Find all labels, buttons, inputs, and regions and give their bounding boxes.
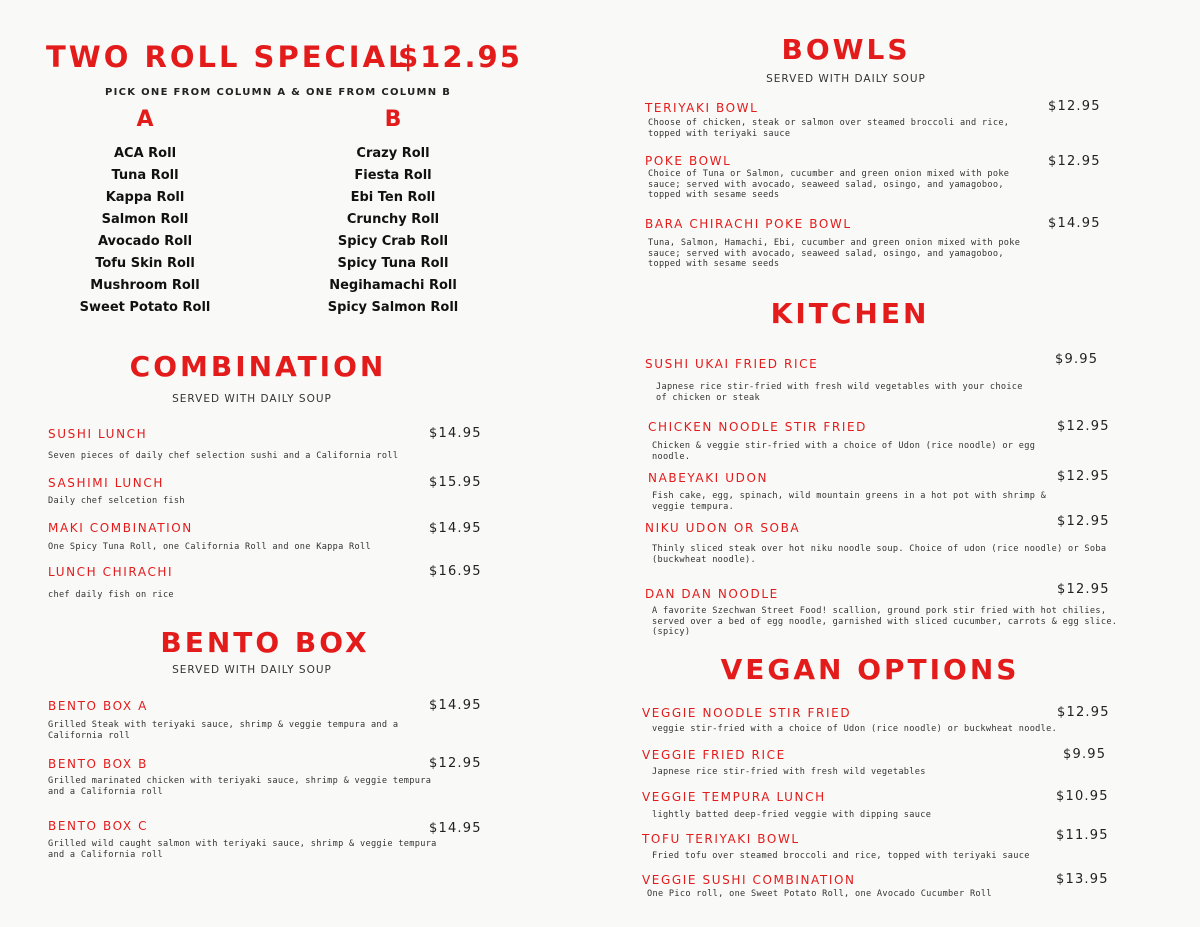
combination-item-name: MAKI COMBINATION bbox=[48, 521, 193, 535]
bento-item-desc: Grilled Steak with teriyaki sauce, shrimp & veggie tempura and a California roll bbox=[48, 720, 399, 741]
roll-a-item: Mushroom Roll bbox=[90, 278, 200, 293]
vegan-item-name: VEGGIE FRIED RICE bbox=[642, 748, 786, 762]
vegan-item-desc: Fried tofu over steamed broccoli and rice, topped with teriyaki sauce bbox=[652, 851, 1030, 861]
roll-a-item: Avocado Roll bbox=[97, 234, 193, 249]
combination-item-desc: Daily chef selcetion fish bbox=[48, 496, 185, 506]
bento-item-desc: Grilled marinated chicken with teriyaki sauce, shrimp & veggie tempura and a California roll bbox=[48, 776, 432, 797]
combination-item-desc: Seven pieces of daily chef selection sushi and a California roll bbox=[48, 451, 399, 461]
combination-item-name: LUNCH CHIRACHI bbox=[48, 565, 174, 579]
two-roll-price: $12.95 bbox=[398, 40, 522, 74]
vegan-item-price: $12.95 bbox=[1057, 705, 1110, 720]
bowls-title: BOWLS bbox=[781, 33, 911, 66]
bento-item-price: $12.95 bbox=[429, 756, 482, 771]
vegan-item-desc: veggie stir-fried with a choice of Udon (rice noodle) or buckwheat noodle. bbox=[652, 724, 1058, 734]
kitchen-item-name: NIKU UDON OR SOBA bbox=[645, 521, 801, 535]
roll-b-item: Spicy Tuna Roll bbox=[337, 256, 449, 271]
column-a-header: A bbox=[136, 107, 154, 132]
bento-title: BENTO BOX bbox=[160, 626, 370, 659]
combination-title: COMBINATION bbox=[129, 350, 387, 383]
roll-b-item: Fiesta Roll bbox=[354, 168, 432, 183]
kitchen-item-desc: Chicken & veggie stir-fried with a choice of Udon (rice noodle) or egg noodle. bbox=[652, 441, 1036, 462]
roll-b-item: Crazy Roll bbox=[356, 146, 430, 161]
combination-item-price: $16.95 bbox=[429, 564, 482, 579]
bento-item-price: $14.95 bbox=[429, 821, 482, 836]
kitchen-item-price: $12.95 bbox=[1057, 469, 1110, 484]
bowls-item-desc: Choice of Tuna or Salmon, cucumber and green onion mixed with poke sauce; served with avocado, seaweed salad, osingo, and yamagoboo, topped with sesame seeds bbox=[648, 169, 1010, 200]
kitchen-item-price: $12.95 bbox=[1057, 582, 1110, 597]
roll-a-item: ACA Roll bbox=[113, 146, 177, 161]
kitchen-item-desc: Fish cake, egg, spinach, wild mountain greens in a hot pot with shrimp & veggie tempura. bbox=[652, 491, 1047, 512]
roll-b-item: Spicy Crab Roll bbox=[337, 234, 449, 249]
bowls-item-name: POKE BOWL bbox=[645, 154, 732, 168]
vegan-item-price: $9.95 bbox=[1063, 747, 1107, 762]
combination-item-price: $14.95 bbox=[429, 521, 482, 536]
roll-b-item: Crunchy Roll bbox=[346, 212, 440, 227]
vegan-item-price: $11.95 bbox=[1056, 828, 1109, 843]
roll-a-item: Tuna Roll bbox=[111, 168, 179, 183]
combination-item-desc: One Spicy Tuna Roll, one California Roll and one Kappa Roll bbox=[48, 542, 371, 552]
kitchen-item-desc: Thinly sliced steak over hot niku noodle soup. Choice of udon (rice noodle) or Soba (buckwheat noodle). bbox=[652, 544, 1107, 565]
two-roll-instruction: PICK ONE FROM COLUMN A & ONE FROM COLUMN B bbox=[105, 87, 452, 98]
kitchen-item-name: SUSHI UKAI FRIED RICE bbox=[645, 357, 819, 371]
bento-item-name: BENTO BOX C bbox=[48, 819, 149, 833]
vegan-item-price: $13.95 bbox=[1056, 872, 1109, 887]
kitchen-item-name: CHICKEN NOODLE STIR FRIED bbox=[648, 420, 867, 434]
combination-item-desc: chef daily fish on rice bbox=[48, 590, 174, 600]
bowls-item-name: BARA CHIRACHI POKE BOWL bbox=[645, 217, 852, 231]
kitchen-item-name: NABEYAKI UDON bbox=[648, 471, 769, 485]
bowls-item-price: $12.95 bbox=[1048, 154, 1101, 169]
kitchen-item-desc: Japnese rice stir-fried with fresh wild vegetables with your choice of chicken or steak bbox=[656, 382, 1023, 403]
vegan-item-desc: Japnese rice stir-fried with fresh wild vegetables bbox=[652, 767, 926, 777]
kitchen-item-name: DAN DAN NOODLE bbox=[645, 587, 779, 601]
bento-item-desc: Grilled wild caught salmon with teriyaki sauce, shrimp & veggie tempura and a California roll bbox=[48, 839, 437, 860]
two-roll-title: TWO ROLL SPECIAL bbox=[46, 40, 410, 74]
column-b-header: B bbox=[384, 107, 402, 132]
kitchen-item-price: $12.95 bbox=[1057, 514, 1110, 529]
roll-a-item: Tofu Skin Roll bbox=[95, 256, 195, 271]
combination-item-name: SASHIMI LUNCH bbox=[48, 476, 164, 490]
bento-item-price: $14.95 bbox=[429, 698, 482, 713]
roll-b-item: Ebi Ten Roll bbox=[350, 190, 436, 205]
vegan-item-name: VEGGIE TEMPURA LUNCH bbox=[642, 790, 826, 804]
vegan-item-price: $10.95 bbox=[1056, 789, 1109, 804]
roll-b-item: Spicy Salmon Roll bbox=[327, 300, 459, 315]
roll-a-item: Kappa Roll bbox=[105, 190, 185, 205]
bowls-item-name: TERIYAKI BOWL bbox=[645, 101, 759, 115]
kitchen-title: KITCHEN bbox=[770, 297, 930, 330]
bowls-item-desc: Tuna, Salmon, Hamachi, Ebi, cucumber and green onion mixed with poke sauce; served with avocado, seaweed salad, osingo, and yamagoboo, topped with sesame seeds bbox=[648, 238, 1021, 269]
bento-subtitle: SERVED WITH DAILY SOUP bbox=[172, 664, 332, 676]
bento-item-name: BENTO BOX A bbox=[48, 699, 148, 713]
vegan-item-name: TOFU TERIYAKI BOWL bbox=[642, 832, 800, 846]
vegan-item-name: VEGGIE NOODLE STIR FRIED bbox=[642, 706, 852, 720]
kitchen-item-price: $9.95 bbox=[1055, 352, 1099, 367]
vegan-item-desc: lightly batted deep-fried veggie with dipping sauce bbox=[652, 810, 932, 820]
combination-item-price: $14.95 bbox=[429, 426, 482, 441]
vegan-item-desc: One Pico roll, one Sweet Potato Roll, one Avocado Cucumber Roll bbox=[647, 889, 992, 899]
roll-a-item: Salmon Roll bbox=[101, 212, 189, 227]
roll-a-item: Sweet Potato Roll bbox=[79, 300, 211, 315]
vegan-title: VEGAN OPTIONS bbox=[720, 653, 1020, 686]
roll-b-item: Negihamachi Roll bbox=[329, 278, 457, 293]
kitchen-item-price: $12.95 bbox=[1057, 419, 1110, 434]
combination-item-name: SUSHI LUNCH bbox=[48, 427, 148, 441]
kitchen-item-desc: A favorite Szechwan Street Food! scallion, ground pork stir fried with hot chilies, served over a bed of egg noodle, garnished with sliced cucumber, carrots & egg slice. (spicy) bbox=[652, 606, 1118, 637]
bowls-item-price: $12.95 bbox=[1048, 99, 1101, 114]
bowls-item-price: $14.95 bbox=[1048, 216, 1101, 231]
combination-item-price: $15.95 bbox=[429, 475, 482, 490]
bento-item-name: BENTO BOX B bbox=[48, 757, 148, 771]
combination-subtitle: SERVED WITH DAILY SOUP bbox=[172, 393, 332, 405]
vegan-item-name: VEGGIE SUSHI COMBINATION bbox=[642, 873, 856, 887]
bowls-item-desc: Choose of chicken, steak or salmon over steamed broccoli and rice, topped with teriyaki sauce bbox=[648, 118, 1010, 139]
bowls-subtitle: SERVED WITH DAILY SOUP bbox=[766, 73, 926, 85]
